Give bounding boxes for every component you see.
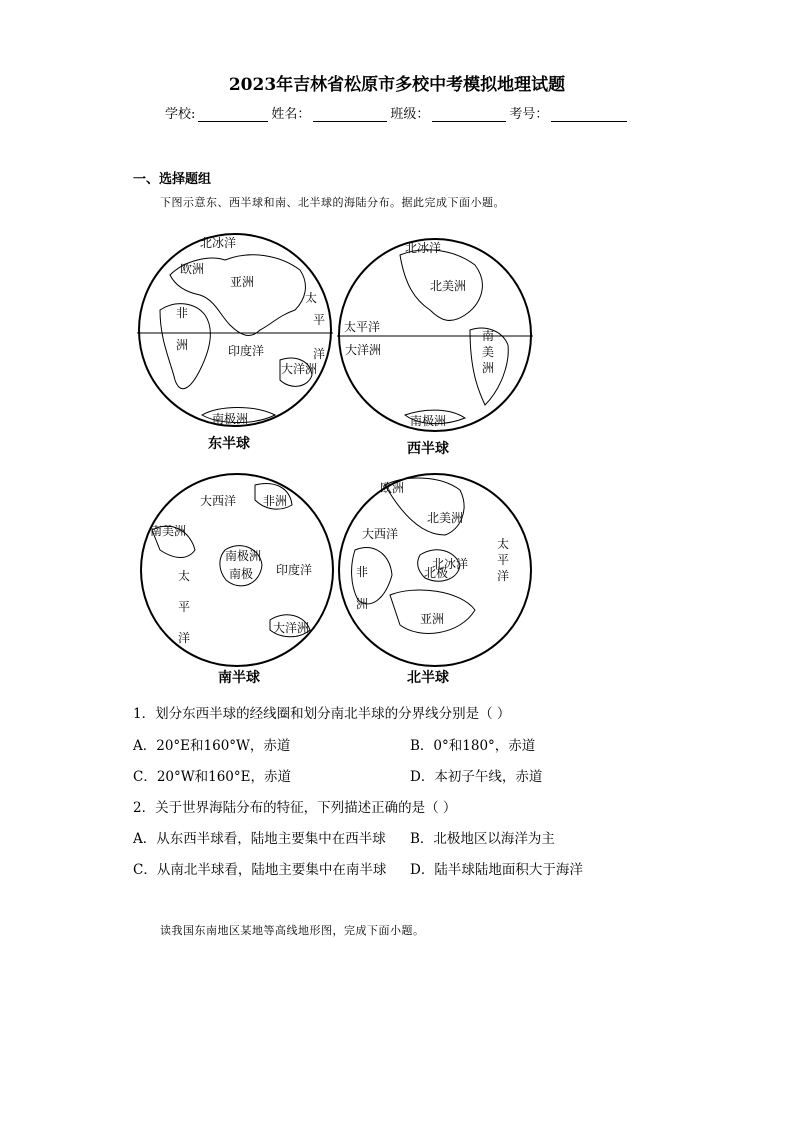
west-caption: 西半球 xyxy=(407,441,449,457)
intro-text-1: 下图示意东、西半球和南、北半球的海陆分布。据此完成下面小题。 xyxy=(160,196,505,209)
q2-option-a[interactable]: A．从东西半球看，陆地主要集中在西半球 xyxy=(133,831,386,847)
q2-option-d[interactable]: D．陆半球陆地面积大于海洋 xyxy=(410,862,583,878)
north-label-3: 北冰洋 xyxy=(432,557,469,571)
q1-option-a[interactable]: A．20°E和160°W，赤道 xyxy=(133,738,291,754)
south-label-6: 太 xyxy=(178,569,191,583)
school-label: 学校: xyxy=(165,107,196,122)
north-caption: 北半球 xyxy=(407,670,449,686)
east-label-1: 欧洲 xyxy=(180,262,205,276)
north-label-4: 北极 xyxy=(424,566,449,580)
west-label-1: 北美洲 xyxy=(430,279,467,293)
hemispheres-figure xyxy=(130,230,670,690)
east-label-7: 平 xyxy=(313,313,326,327)
north-label-1: 北美洲 xyxy=(427,511,464,525)
north-label-10: 洋 xyxy=(497,569,510,583)
north-label-7: 亚洲 xyxy=(420,612,445,626)
q1-stem: 1．划分东西半球的经线圈和划分南北半球的分界线分别是（ ） xyxy=(133,706,511,722)
north-label-6: 洲 xyxy=(356,597,369,611)
class-label: 班级： xyxy=(390,107,430,122)
name-label: 姓名： xyxy=(271,107,311,122)
east-label-10: 南极洲 xyxy=(212,412,249,426)
name-blank[interactable] xyxy=(313,109,387,122)
student-info-line xyxy=(165,103,630,122)
south-hemisphere-map xyxy=(141,474,333,686)
east-caption: 东半球 xyxy=(208,436,250,452)
west-label-7: 南极洲 xyxy=(410,414,447,428)
north-hemisphere-map xyxy=(339,474,531,686)
south-label-3: 南极洲 xyxy=(225,549,262,563)
east-label-3: 非 xyxy=(176,306,189,320)
west-label-3: 大洋洲 xyxy=(345,343,382,357)
west-label-2: 太平洋 xyxy=(344,320,381,334)
south-label-1: 非洲 xyxy=(263,494,288,508)
q2-option-b[interactable]: B．北极地区以海洋为主 xyxy=(410,831,555,847)
exam-no-blank[interactable] xyxy=(551,109,627,122)
exam-no-label: 考号： xyxy=(509,107,549,122)
south-label-2: 南美洲 xyxy=(150,524,187,538)
east-label-9: 大洋洲 xyxy=(281,362,318,376)
south-label-7: 平 xyxy=(178,600,191,614)
class-blank[interactable] xyxy=(432,109,506,122)
south-label-5: 印度洋 xyxy=(276,563,313,577)
intro-text-2: 读我国东南地区某地等高线地形图，完成下面小题。 xyxy=(160,924,425,937)
west-hemisphere-map xyxy=(337,239,533,457)
school-blank[interactable] xyxy=(198,109,268,122)
south-label-9: 大洋洲 xyxy=(273,621,310,635)
west-label-5: 美 xyxy=(482,345,495,359)
south-label-0: 大西洋 xyxy=(200,494,237,508)
section-title: 一、选择题组 xyxy=(133,172,212,187)
west-label-4: 南 xyxy=(482,329,495,343)
north-label-9: 平 xyxy=(497,553,510,567)
q2-option-c[interactable]: C．从南北半球看，陆地主要集中在南半球 xyxy=(133,862,387,878)
north-label-2: 大西洋 xyxy=(362,527,399,541)
south-label-4: 南极 xyxy=(229,567,254,581)
south-label-8: 洋 xyxy=(178,631,191,645)
east-label-2: 亚洲 xyxy=(230,275,255,289)
east-label-5: 印度洋 xyxy=(228,344,265,358)
south-caption: 南半球 xyxy=(218,670,260,686)
east-label-6: 太 xyxy=(305,291,318,305)
west-label-6: 洲 xyxy=(482,361,495,375)
north-label-8: 太 xyxy=(497,537,510,551)
q1-option-b[interactable]: B．0°和180°，赤道 xyxy=(410,738,536,754)
east-label-0: 北冰洋 xyxy=(200,236,237,250)
north-label-5: 非 xyxy=(356,565,369,579)
q1-option-c[interactable]: C．20°W和160°E，赤道 xyxy=(133,769,292,785)
page-title: 2023年吉林省松原市多校中考模拟地理试题 xyxy=(228,75,566,95)
east-hemisphere-map xyxy=(137,234,333,452)
west-label-0: 北冰洋 xyxy=(405,241,442,255)
east-label-4: 洲 xyxy=(176,338,189,352)
east-label-8: 洋 xyxy=(313,347,326,361)
q1-option-d[interactable]: D．本初子午线，赤道 xyxy=(410,769,543,785)
q2-stem: 2．关于世界海陆分布的特征，下列描述正确的是（ ） xyxy=(133,800,457,816)
north-label-0: 欧洲 xyxy=(380,481,405,495)
